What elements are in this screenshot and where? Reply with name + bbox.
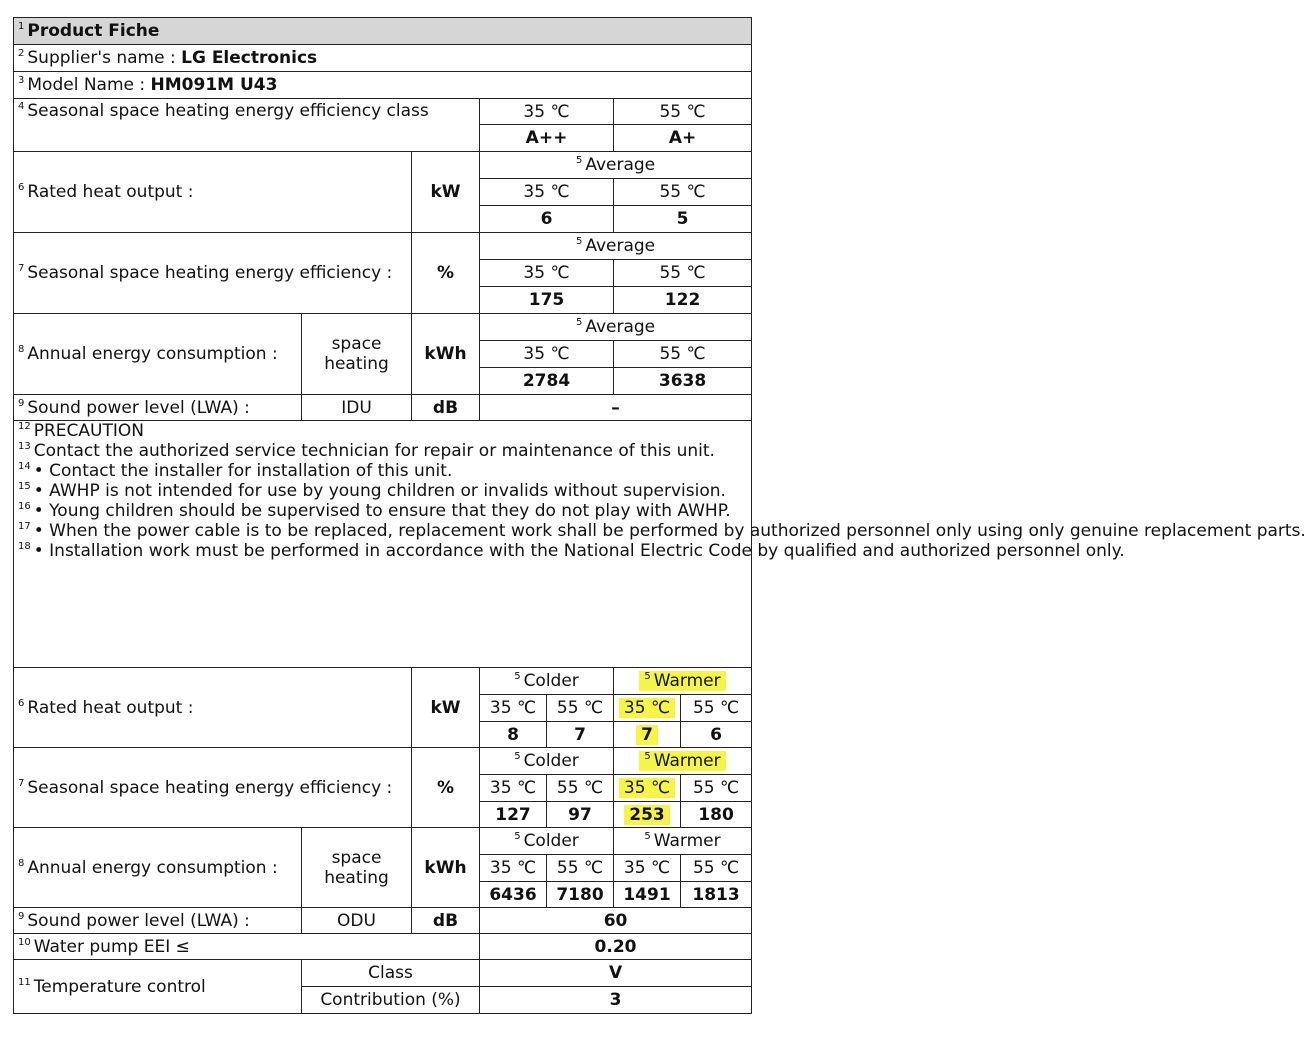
product-fiche-table bbox=[13, 17, 1306, 1014]
supplier-value: LG Electronics bbox=[181, 48, 318, 68]
seasonal-class-row: $^4$ Seasonal space heating energy efficiency class 35 ℃ 55 ℃ bbox=[14, 99, 752, 125]
unit-db: dB bbox=[412, 395, 480, 421]
precaution-item: Contact the authorized service technician for repair or maintenance of this unit. bbox=[33, 441, 715, 461]
odu-efficiency-row: $^7$ Seasonal space heating energy efficiency : % $^5$ Colder $^5$ Warmer bbox=[14, 748, 752, 775]
temp-35: 35 ℃ bbox=[480, 341, 614, 368]
colder-label: Colder bbox=[523, 831, 579, 851]
unit-kw: kW bbox=[412, 152, 480, 233]
temp-55: 55 ℃ bbox=[681, 695, 752, 722]
temp-55-header: 55 ℃ bbox=[614, 99, 752, 125]
rated-output-55: 5 bbox=[614, 206, 752, 233]
annual-row: $^8$ Annual energy consumption : space heating kWh $^5$ Average bbox=[14, 314, 752, 341]
temp-35: 35 ℃ bbox=[480, 775, 547, 802]
supplier-label: Supplier's name : bbox=[27, 48, 182, 68]
efficiency-label: Seasonal space heating energy efficiency : bbox=[27, 777, 393, 798]
class-value: V bbox=[480, 960, 752, 987]
efficiency-label: Seasonal space heating energy efficiency : bbox=[27, 263, 393, 283]
temp-35: 35 ℃ bbox=[480, 695, 547, 722]
temp-control-label: Temperature control bbox=[33, 976, 206, 997]
odu-annual-colder-35: 6436 bbox=[480, 882, 547, 908]
odu-efficiency-colder-55: 97 bbox=[547, 802, 614, 828]
odu-output-colder-55: 7 bbox=[547, 722, 614, 748]
temp-35: 35 ℃ bbox=[480, 179, 614, 206]
temp-55: 55 ℃ bbox=[547, 695, 614, 722]
temp-55: 55 ℃ bbox=[681, 855, 752, 882]
temp-55: 55 ℃ bbox=[681, 775, 752, 802]
temp-55: 55 ℃ bbox=[614, 341, 752, 368]
annual-label: Annual energy consumption : bbox=[27, 857, 278, 878]
supplier-row: $^2$ Supplier's name : LG Electronics bbox=[14, 45, 752, 72]
odu-output-colder-35: 8 bbox=[480, 722, 547, 748]
seasonal-class-35: A++ bbox=[480, 125, 614, 152]
temp-control-row: $^{11}$ Temperature control Class V bbox=[14, 960, 752, 987]
efficiency-35: 175 bbox=[480, 287, 614, 314]
unit-kwh: kWh bbox=[412, 828, 480, 908]
warmer-label: Warmer bbox=[653, 671, 721, 691]
precaution-item: • Contact the installer for installation of this unit. bbox=[33, 461, 453, 481]
sound-label: Sound power level (LWA) : bbox=[27, 397, 250, 418]
space-heating-label: space heating bbox=[302, 828, 412, 908]
sound-odu-row: $^9$ Sound power level (LWA) : ODU dB 60 bbox=[14, 908, 752, 934]
temp-55: 55 ℃ bbox=[614, 260, 752, 287]
unit-kw: kW bbox=[412, 668, 480, 748]
space-heating-label: space heating bbox=[302, 314, 412, 395]
precaution-item: • When the power cable is to be replaced, replacement work shall be performed by authorized personnel only using only genuine replacement parts. bbox=[33, 521, 1306, 541]
average-label: Average bbox=[585, 155, 656, 175]
odu-efficiency-colder-35: 127 bbox=[480, 802, 547, 828]
odu-output-warmer-35: 7 bbox=[636, 725, 658, 745]
rated-output-row: $^6$ Rated heat output : kW $^5$ Average bbox=[14, 152, 752, 179]
page-title: Product Fiche bbox=[27, 21, 160, 41]
seasonal-class-55: A+ bbox=[614, 125, 752, 152]
precaution-row: $^{12}$ PRECAUTION $^{13}$ Contact the authorized service technician for repair or maintenance of this unit. $^{14}$ • Contact the installer for installation of this unit. $^{15}$ • AWHP is not intended for use by young children or invalids without supervision. $^{16}$ • Young children should be supervised to ensure that they do not play with AWHP. 17 • When the power cable is to be replaced, replacement work shall be performed by authorized personnel only using only genuine replacement parts. 18 • Installation work must be performed in accordance with the National Electric Code by qualified and authorized personnel only. bbox=[14, 421, 752, 668]
average-label: Average bbox=[585, 236, 656, 256]
temp-35-highlighted: 35 ℃ bbox=[619, 698, 675, 718]
sound-odu-value: 60 bbox=[480, 908, 752, 934]
sound-idu-row: $^9$ Sound power level (LWA) : IDU dB – bbox=[14, 395, 752, 421]
average-label: Average bbox=[585, 317, 656, 337]
temp-35-header: 35 ℃ bbox=[480, 99, 614, 125]
precaution-item: • AWHP is not intended for use by young children or invalids without supervision. bbox=[33, 481, 726, 501]
temp-55: 55 ℃ bbox=[547, 855, 614, 882]
temp-35: 35 ℃ bbox=[614, 855, 681, 882]
sound-label: Sound power level (LWA) : bbox=[27, 910, 250, 931]
odu-annual-colder-55: 7180 bbox=[547, 882, 614, 908]
odu-annual-row: $^8$ Annual energy consumption : space heating kWh $^5$ Colder $^5$ Warmer bbox=[14, 828, 752, 855]
seasonal-class-label: Seasonal space heating energy efficiency class bbox=[27, 101, 429, 121]
rated-output-label: Rated heat output : bbox=[27, 697, 194, 718]
temp-35-highlighted: 35 ℃ bbox=[619, 778, 675, 798]
water-pump-row: $^{10}$ Water pump EEI ≤ 0.20 bbox=[14, 934, 752, 960]
temp-55: 55 ℃ bbox=[614, 179, 752, 206]
annual-label: Annual energy consumption : bbox=[27, 344, 278, 364]
temp-35: 35 ℃ bbox=[480, 855, 547, 882]
rated-output-35: 6 bbox=[480, 206, 614, 233]
odu-efficiency-warmer-55: 180 bbox=[681, 802, 752, 828]
odu-output-warmer-55: 6 bbox=[681, 722, 752, 748]
class-label: Class bbox=[302, 960, 480, 987]
precaution-item: • Young children should be supervised to ensure that they do not play with AWHP. bbox=[33, 501, 731, 521]
precaution-item: • Installation work must be performed in accordance with the National Electric Code by qualified and authorized personnel only. bbox=[33, 541, 1125, 561]
model-value: HM091M U43 bbox=[150, 75, 278, 95]
efficiency-55: 122 bbox=[614, 287, 752, 314]
annual-55: 3638 bbox=[614, 368, 752, 395]
efficiency-row: $^7$ Seasonal space heating energy efficiency : % $^5$ Average bbox=[14, 233, 752, 260]
rated-output-label: Rated heat output : bbox=[27, 182, 194, 202]
unit-percent: % bbox=[412, 748, 480, 828]
odu-efficiency-warmer-35: 253 bbox=[624, 805, 670, 825]
odu-annual-warmer-55: 1813 bbox=[681, 882, 752, 908]
water-pump-value: 0.20 bbox=[480, 934, 752, 960]
sound-idu-value: – bbox=[480, 395, 752, 421]
odu-annual-warmer-35: 1491 bbox=[614, 882, 681, 908]
precaution-title: PRECAUTION bbox=[33, 421, 144, 441]
colder-label: Colder bbox=[523, 671, 579, 691]
contribution-value: 3 bbox=[480, 987, 752, 1014]
annual-35: 2784 bbox=[480, 368, 614, 395]
unit-db: dB bbox=[412, 908, 480, 934]
model-label: Model Name : bbox=[27, 75, 151, 95]
unit-kwh: kWh bbox=[412, 314, 480, 395]
water-pump-label: Water pump EEI ≤ bbox=[33, 936, 190, 957]
odu-label: ODU bbox=[302, 908, 412, 934]
warmer-label: Warmer bbox=[653, 751, 721, 771]
warmer-label: Warmer bbox=[653, 831, 721, 851]
idu-label: IDU bbox=[302, 395, 412, 421]
odu-rated-output-row: $^6$ Rated heat output : kW $^5$ Colder $^5$ Warmer bbox=[14, 668, 752, 695]
colder-label: Colder bbox=[523, 751, 579, 771]
unit-percent: % bbox=[412, 233, 480, 314]
model-row: $^3$ Model Name : HM091M U43 bbox=[14, 72, 752, 99]
title-row: $^1$ Product Fiche bbox=[14, 18, 752, 45]
contribution-label: Contribution (%) bbox=[302, 987, 480, 1014]
temp-35: 35 ℃ bbox=[480, 260, 614, 287]
temp-55: 55 ℃ bbox=[547, 775, 614, 802]
